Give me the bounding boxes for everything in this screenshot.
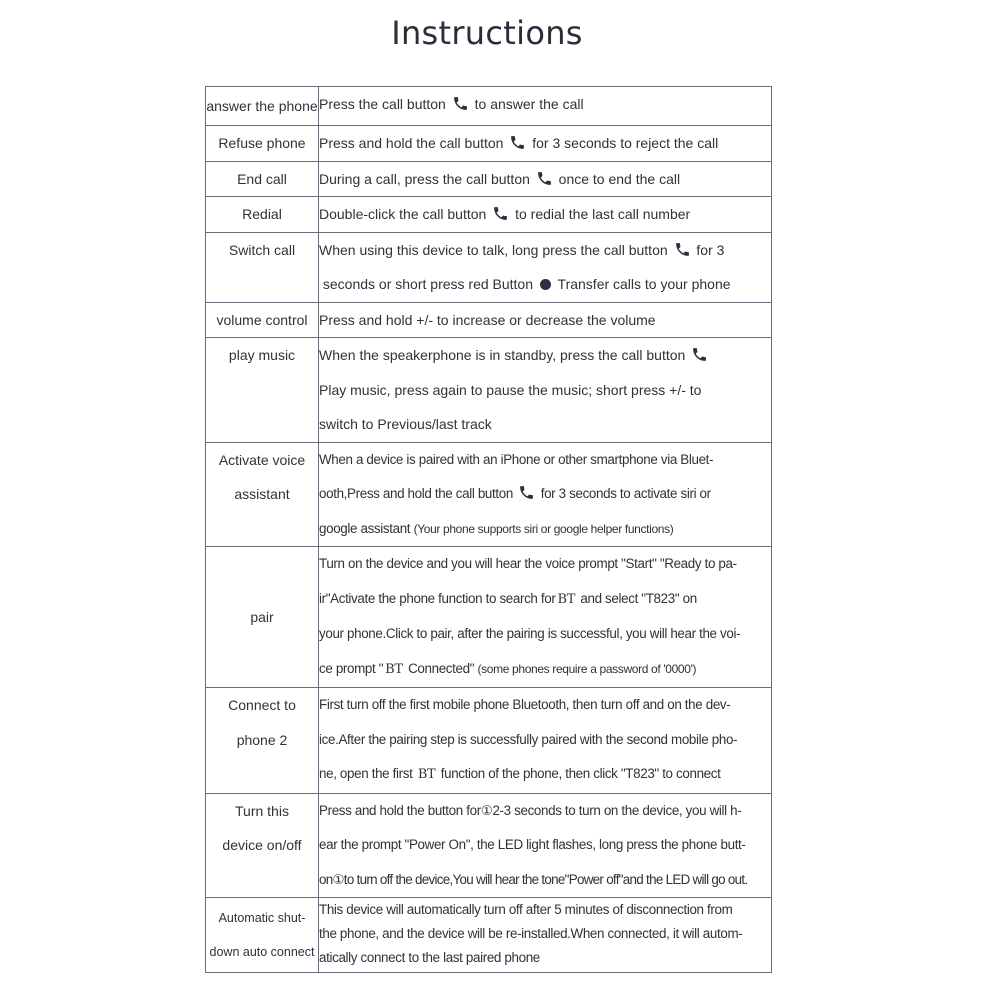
- row-label-line: phone 2: [236, 731, 288, 748]
- row-label: Refuse phone: [206, 126, 319, 162]
- desc-text: seconds or short press red Button: [322, 276, 533, 292]
- desc-text: ooth,Press and hold the call button: [319, 486, 513, 501]
- desc-text: and select "T823" on: [580, 590, 697, 606]
- desc-text: ne, open the first: [319, 766, 413, 781]
- row-label: play music: [206, 338, 319, 443]
- desc-text: ir"Activate the phone function to search for: [319, 590, 556, 606]
- desc-text: Double-click the call button: [319, 206, 487, 222]
- table-row: [206, 232, 772, 302]
- row-label: volume control: [206, 302, 319, 338]
- row-description: [319, 232, 772, 302]
- row-description: [319, 161, 772, 197]
- desc-text: Play music, press again to pause the music; short press +/- to: [319, 381, 702, 398]
- row-label: [206, 898, 319, 973]
- red-button-icon: [540, 279, 551, 290]
- row-label-line: Turn this: [235, 802, 289, 819]
- bt-label: BT: [385, 661, 403, 677]
- desc-text: During a call, press the call button: [319, 170, 530, 187]
- desc-text: ce prompt ": [319, 660, 384, 676]
- row-label-line: device on/off: [222, 837, 302, 853]
- bt-label: BT: [417, 767, 436, 782]
- row-label: [206, 442, 319, 547]
- desc-text: Transfer calls to your phone: [557, 276, 731, 292]
- row-description: [319, 793, 772, 898]
- desc-text: google assistant: [319, 520, 411, 536]
- row-label: answer the phone: [206, 87, 319, 126]
- row-label: [206, 793, 319, 898]
- desc-text: the phone, and the device will be re-installed.When connected, it will autom-: [319, 926, 743, 941]
- row-description: [319, 126, 772, 162]
- phone-icon: [518, 484, 535, 501]
- desc-text: When the speakerphone is in standby, press the call button: [319, 347, 686, 363]
- desc-text: to redial the last call number: [515, 206, 691, 222]
- phone-icon: [492, 205, 509, 222]
- desc-text: First turn off the first mobile phone Bluetooth, then turn off and on the dev-: [319, 697, 731, 712]
- table-row: [206, 126, 772, 162]
- page-title: Instructions: [391, 14, 583, 52]
- desc-text: When using this device to talk, long press the call button: [319, 241, 668, 258]
- desc-text: your phone.Click to pair, after the pairing is successful, you will hear the voi-: [319, 626, 741, 641]
- row-label: [206, 688, 319, 794]
- desc-text: once to end the call: [558, 170, 681, 187]
- row-label-line: Activate voice: [218, 451, 306, 468]
- table-row: [206, 547, 772, 688]
- table-row: [206, 898, 772, 973]
- table-row: [206, 338, 772, 443]
- row-label-line: Connect to: [228, 697, 296, 713]
- row-description: [319, 898, 772, 973]
- table-row: [206, 197, 772, 233]
- desc-text: function of the phone, then click "T823" to connect: [440, 766, 721, 781]
- row-description: [319, 197, 772, 233]
- row-label-line: assistant: [234, 486, 290, 502]
- row-label-line: Automatic shut-: [218, 910, 306, 925]
- row-label-line: down auto connect: [209, 945, 315, 959]
- row-description: [319, 87, 772, 126]
- phone-icon: [536, 170, 553, 187]
- row-label: Switch call: [206, 232, 319, 302]
- desc-note: (Your phone supports siri or google helper functions): [413, 521, 674, 536]
- desc-text: for 3 seconds to activate siri or: [540, 486, 711, 501]
- bt-label: BT: [557, 591, 576, 607]
- row-description: [319, 547, 772, 688]
- desc-text: ear the prompt "Power On", the LED light flashes, long press the phone butt-: [319, 837, 746, 852]
- row-description: [319, 338, 772, 443]
- desc-text: Press and hold the call button: [319, 135, 504, 151]
- desc-text: Connected": [408, 660, 475, 676]
- phone-icon: [674, 241, 691, 258]
- desc-note: (some phones require a password of '0000'): [477, 661, 697, 676]
- desc-text: switch to Previous/last track: [319, 416, 492, 432]
- desc-text: Press and hold the button for①2-3 seconds to turn on the device, you will h-: [319, 802, 742, 818]
- desc-text: on①to turn off the device,You will hear the tone"Power off"and the LED will go out.: [319, 871, 748, 887]
- row-description: [319, 302, 772, 338]
- table-row: [206, 161, 772, 197]
- desc-text: to answer the call: [474, 96, 584, 112]
- instructions-table: [205, 86, 772, 973]
- phone-icon: [691, 346, 708, 363]
- table-row: [206, 688, 772, 794]
- row-description: [319, 688, 772, 794]
- phone-icon: [452, 95, 469, 112]
- table-row: [206, 302, 772, 338]
- desc-text: Press the call button: [319, 96, 446, 112]
- phone-icon: [509, 134, 526, 151]
- table-row: [206, 793, 772, 898]
- desc-text: ice.After the pairing step is successfully paired with the second mobile pho-: [319, 731, 738, 747]
- desc-text: This device will automatically turn off after 5 minutes of disconnection from: [319, 902, 733, 917]
- desc-text: Press and hold +/- to increase or decrease the volume: [319, 311, 656, 328]
- table-row: [206, 442, 772, 547]
- desc-text: When a device is paired with an iPhone or other smartphone via Bluet-: [319, 451, 714, 467]
- row-label: pair: [206, 547, 319, 688]
- row-label: Redial: [206, 197, 319, 233]
- desc-text: Turn on the device and you will hear the voice prompt "Start" "Ready to pa-: [319, 556, 737, 571]
- desc-text: for 3: [696, 241, 725, 258]
- row-description: [319, 442, 772, 547]
- desc-text: for 3 seconds to reject the call: [532, 135, 719, 151]
- row-label: End call: [206, 161, 319, 197]
- table-row: [206, 87, 772, 126]
- desc-text: atically connect to the last paired phone: [319, 950, 540, 965]
